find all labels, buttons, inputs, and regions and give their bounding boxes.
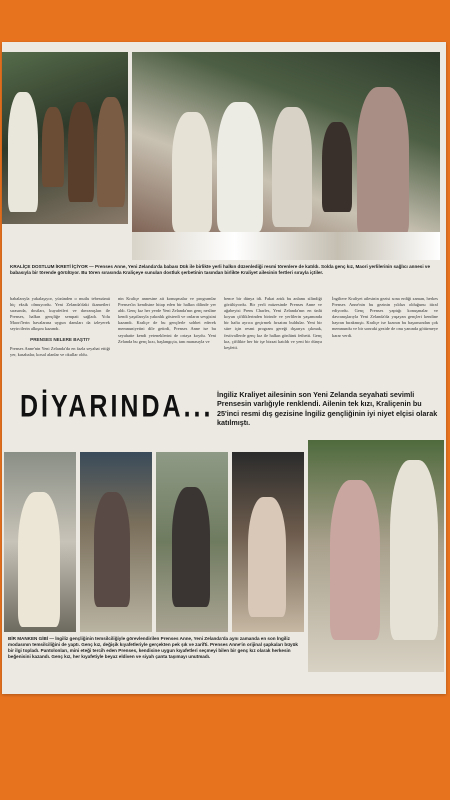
column-4-text: İngiltere Kraliyet ailesinin gezisi sona erdiği zaman, herkes Prenses Anne'nin bu gezinin yıldızı olduğunu itiraf ediyordu. Genç Prenses yaptığı konuşmalar ve davranışlarıyla Yeni Zelanda'da yaşayan gençleri kendine hayran bırakmıştı. Kraliçe ise kızının bu başarısından çok memnundu ve bir sonraki gezide de onu yanında götürmeye karar verdi. xyxy=(332,296,438,338)
column-2-text: nin Kraliçe annesine ait konuşmalar ve programlar Prenses'in kendisine hitap eden bir halkın dilinde yer aldı. Genç kız her yerde Yeni Zelanda'nın genç nesline kendi yaşıtlarıyla yakınlık gösterdi ve onların sevgisini kazandı. Kraliçe de bu gençlerle sohbet ederek memnuniyetini dile getirdi, Prenses Anne ise bu seyahatte kendi yeteneklerini de ortaya koydu. Yeni Zelanda bu genç kızı, başlangıçta, tanı manasıyla ve xyxy=(118,296,216,344)
column-1-text-2: Prenses Anne'nin Yeni Zelanda'da en fazla seyahat ettiği yer, kasabalar, kırsal alanlar ve okullar oldu. xyxy=(10,345,110,357)
royal-ceremony-photo xyxy=(132,52,440,260)
maori-ceremony-photo xyxy=(2,52,128,224)
text-column-1 xyxy=(10,296,110,358)
column-3-text: bence bir dünya idi. Fakat artık bu anlamı silindiği görülüyordu. Bir yerli müzesinde Prenses Anne ve ağabeyisi Prens Charles, Yeni Zelanda'nın en ünlü koyun çiftliklerinden birinde ve yerlilerin yaşamında bir hafta ayrıca geçirmek fırsatını buldular. Yeni bir süre için resmi program gereği dışarıya çıkmak, festivallerde genç kız ile halkın gönlünü fethetti. Genç kız, çiftlikte her bir işe bizzat katıldı ve yeni bir dünya keşfetti. xyxy=(224,296,322,350)
text-column-3 xyxy=(224,296,322,351)
princess-dark-coat-photo xyxy=(156,452,228,632)
princess-pantsuit-photo xyxy=(4,452,76,632)
top-caption-lead: KRALİÇE DOSTLUM İKRETİ İÇİYOR — xyxy=(10,264,94,269)
princess-light-dress-photo xyxy=(232,452,304,632)
princess-checked-dress-photo xyxy=(80,452,152,632)
bottom-caption-lead: BİR MANKEN GİBİ — xyxy=(8,636,54,641)
top-caption xyxy=(10,264,438,276)
text-column-4 xyxy=(332,296,438,339)
column-1-text: babalarıyla yakalaşıyor, yüzünden o mutlu tebessümü hiç eksik olmuyordu. Yeni Zelanda'daki ikametleri sırasında, dostları, kuyafetleri ve davranışları ile Prenses, halkın gençliğe sempati sağladı. Yolu Maori'lerin havalarına uygun dansları da izleyerek seyircilerin alkışını kazandı. xyxy=(10,296,110,332)
top-caption-text: Prenses Anne, Yeni Zelanda'da babası Dük ile birlikte yerli halkın düzenlediği resmi törenlere de katıldı. Solda genç kız, Maori yerlilerinin sağlıcı annesi ve babasıyla bir törende görülüyor. Bu tören sırasında Kraliçeye sunulan dostluk şerbetinin tasından birlikte Kraliyet ailesinin fertleri sırayla içtiler. xyxy=(10,264,431,275)
text-column-2 xyxy=(118,296,216,345)
headline: DİYARINDA... xyxy=(20,389,214,424)
intro-text: İngiliz Kraliyet ailesinin son Yeni Zelanda seyahati sevimli Prensesin varlığıyle renklendi. Ailenin tek kızı, Kraliçenin bu 25'inci resmi dış gezisine İngiliz gençliğinin iyi niyet elçisi olarak katılmıştı. xyxy=(217,390,438,428)
flower-bed xyxy=(132,232,440,260)
bottom-caption xyxy=(8,636,304,660)
column-1-subhead: PRENSES NELERE BAŞTI? xyxy=(30,336,90,342)
magazine-page xyxy=(2,42,446,694)
bottom-caption-text: İngiliz gençliğinin temsilciliğiyle görevlendirilen Prenses Anne, Yeni Zelanda'da aynı zamanda en son İngiliz modasının temsilciliğini de yaptı. Genç kız, değişik kıyafetleriyle gerçekten pek şık ve zarifti. Prenses Anne'in orijinal şapkaları büyük bir ilgi topladı. Pantolonları, mini eteği tercih eden Prenses, kendisine uygun kıyafetleri seçmeyi bilen bir genç kız olarak herkesin beğenisini kazandı. Genç kız, her kıyafetiyle beyaz eldiven ve siyah çanta taşımayı unutmadı. xyxy=(8,636,298,659)
princess-hat-outfit-photo xyxy=(308,440,444,672)
